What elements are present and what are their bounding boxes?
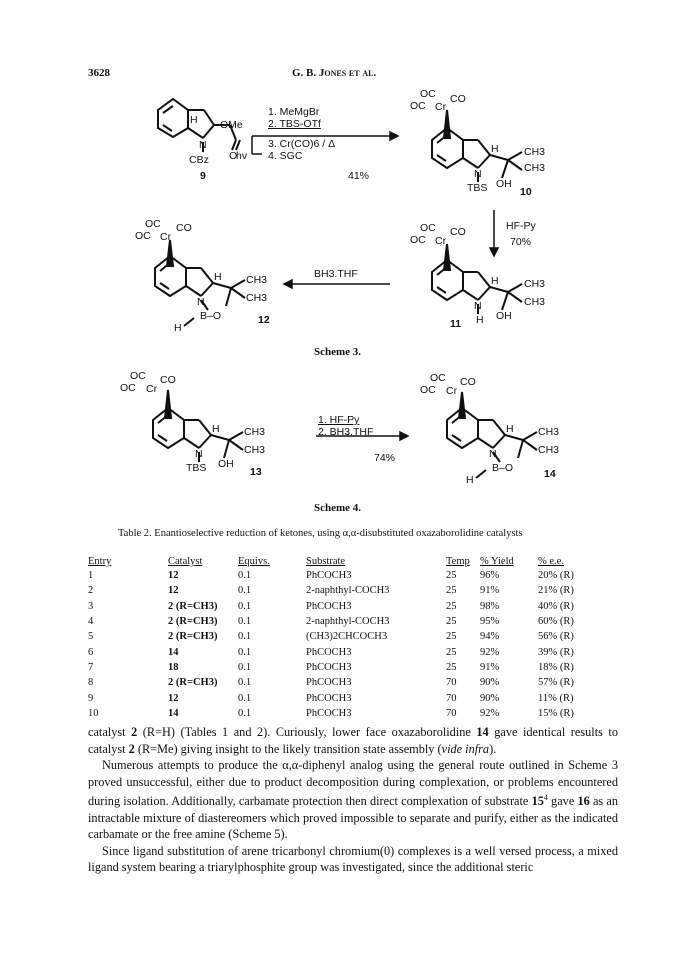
- ch3-label: CH3: [246, 274, 268, 286]
- cell-ee: 20% (R): [538, 570, 574, 582]
- cell-yield: 98%: [480, 600, 500, 612]
- compound-12-number: 12: [258, 314, 270, 326]
- cbz-label: CBz: [189, 154, 209, 166]
- cell-equivs: 0.1: [238, 661, 252, 673]
- b-o-label: B–O: [200, 310, 222, 322]
- ch3-label: CH3: [524, 146, 546, 158]
- italic-text: vide infra: [441, 741, 490, 756]
- table-body: [88, 568, 608, 721]
- cell-temp: 70: [446, 707, 457, 719]
- table-row: [88, 706, 608, 721]
- n-label: N: [474, 168, 482, 180]
- scheme4-step-1: 1. HF-Py: [318, 414, 360, 426]
- cell-entry: 3: [88, 600, 94, 612]
- cell-temp: 25: [446, 585, 457, 597]
- n-label: N: [195, 448, 203, 460]
- paragraph-3: Since ligand substitution of arene tricarbonyl chromium(0) complexes is a well versed process, a mixed ligand system bearing a triarylphosphite group was investigated, since the additional steric: [88, 843, 618, 875]
- table-row: [88, 629, 608, 644]
- compound-ref: 2: [131, 725, 138, 739]
- step-2: 2. TBS-OTf: [268, 118, 321, 130]
- compound-10-number: 10: [520, 186, 532, 198]
- cell-substrate: 2-naphthyl-COCH3: [306, 616, 390, 628]
- cell-substrate: PhCOCH3: [306, 646, 352, 658]
- cell-catalyst: 2 (R=CH3): [168, 616, 218, 628]
- cell-ee: 60% (R): [538, 616, 574, 628]
- cell-catalyst: 2 (R=CH3): [168, 631, 218, 643]
- text-run: (R=H) (Tables 1 and 2). Curiously, lower face oxazaborolidine: [137, 725, 477, 739]
- table-row: [88, 660, 608, 675]
- cell-substrate: PhCOCH3: [306, 677, 352, 689]
- compound-ref: 2: [128, 741, 135, 756]
- cell-ee: 15% (R): [538, 707, 574, 719]
- paragraph-1: [88, 724, 618, 757]
- body-paragraphs: [88, 724, 618, 876]
- ch3-label: CH3: [524, 162, 546, 174]
- cell-entry: 8: [88, 677, 94, 689]
- running-title: G. B. Jones et al.: [292, 67, 377, 79]
- cr-label: Cr: [435, 235, 447, 247]
- table-row: [88, 675, 608, 690]
- step-3: 3. Cr(CO)6 / Δ: [268, 138, 336, 150]
- oc-label: OC: [145, 218, 161, 230]
- cell-substrate: PhCOCH3: [306, 570, 352, 582]
- header-substrate: Substrate: [306, 556, 346, 567]
- header-ee: % e.e.: [538, 556, 564, 567]
- cell-temp: 25: [446, 661, 457, 673]
- cr-label: Cr: [146, 383, 158, 395]
- tbs-label: TBS: [186, 462, 207, 474]
- table-title: Table 2. Enantioselective reduction of ketones, using α,α-disubstituted oxazaborolidine catalysts: [118, 528, 523, 539]
- oh-label: OH: [496, 310, 512, 322]
- compound-ref: 14: [476, 725, 489, 739]
- cr-label: Cr: [160, 231, 172, 243]
- h-label: H: [174, 322, 182, 334]
- scheme-4-caption: Scheme 4.: [314, 502, 362, 514]
- compound-11-number: 11: [450, 318, 462, 330]
- cell-yield: 95%: [480, 616, 500, 628]
- header-yield: % Yield: [480, 556, 514, 567]
- yield-74: 74%: [374, 452, 396, 464]
- table-row: [88, 583, 608, 598]
- scheme4-step-2: 2. BH3.THF: [318, 426, 374, 438]
- page-number: 3628: [88, 67, 110, 79]
- cell-equivs: 0.1: [238, 585, 252, 597]
- yield-70: 70%: [510, 236, 532, 248]
- co-label: CO: [450, 93, 466, 105]
- cell-catalyst: 14: [168, 646, 179, 658]
- h-label: H: [190, 114, 198, 126]
- co-label: CO: [160, 374, 176, 386]
- cell-entry: 7: [88, 661, 94, 673]
- cell-equivs: 0.1: [238, 677, 252, 689]
- cell-yield: 90%: [480, 677, 500, 689]
- cell-equivs: 0.1: [238, 616, 252, 628]
- cell-yield: 90%: [480, 692, 500, 704]
- co-label: CO: [460, 376, 476, 388]
- oh-label: OH: [496, 178, 512, 190]
- n-label: N: [197, 296, 205, 308]
- ome-label: OMe: [220, 119, 243, 131]
- cell-catalyst: 18: [168, 661, 179, 673]
- cell-substrate: PhCOCH3: [306, 661, 352, 673]
- cell-catalyst: 12: [168, 585, 179, 597]
- oc-label: OC: [420, 384, 436, 396]
- cell-equivs: 0.1: [238, 646, 252, 658]
- oc-label: OC: [130, 370, 146, 382]
- oc-label: OC: [420, 222, 436, 234]
- header-catalyst: Catalyst: [168, 556, 203, 567]
- h-label: H: [491, 143, 499, 155]
- carbonyl-o-label: O: [229, 150, 238, 162]
- table-row: [88, 599, 608, 614]
- text-run: (R=Me) giving insight to the likely transition state assembly (: [134, 741, 442, 756]
- oc-label: OC: [120, 382, 136, 394]
- yield-41: 41%: [348, 170, 370, 182]
- cell-catalyst: 2 (R=CH3): [168, 677, 218, 689]
- h-label: H: [506, 423, 514, 435]
- cell-temp: 25: [446, 646, 457, 658]
- ch3-label: CH3: [538, 444, 560, 456]
- results-table: [88, 556, 608, 721]
- text-run: catalyst: [88, 725, 132, 739]
- h-label: H: [476, 314, 484, 326]
- cell-substrate: PhCOCH3: [306, 707, 352, 719]
- co-label: CO: [176, 222, 192, 234]
- cell-catalyst: 2 (R=CH3): [168, 600, 218, 612]
- hv-label: hv: [236, 150, 248, 162]
- header-equivs: Equivs.: [238, 556, 270, 567]
- step-4: 4. SGC: [268, 150, 303, 162]
- cell-temp: 25: [446, 570, 457, 582]
- cell-yield: 91%: [480, 661, 500, 673]
- cell-yield: 91%: [480, 585, 500, 597]
- header-temp: Temp: [446, 556, 470, 567]
- compound-14-number: 14: [544, 468, 556, 480]
- cell-temp: 25: [446, 600, 457, 612]
- cell-entry: 6: [88, 646, 94, 658]
- ch3-label: CH3: [524, 296, 546, 308]
- cell-equivs: 0.1: [238, 631, 252, 643]
- paragraph-2: [88, 757, 618, 843]
- cell-temp: 25: [446, 616, 457, 628]
- n-label: N: [199, 139, 207, 151]
- b-o-label: B–O: [492, 462, 514, 474]
- oc-label: OC: [410, 234, 426, 246]
- text-run: Numerous attempts to produce the α,α-diphenyl analog using the general route outlined in Scheme 3 proved unsuccessful, either due to product decomposition during complexation, or problems encountered during isolation. Additionally, carbamate protection then direct complexation of substrate: [88, 758, 618, 809]
- reference-superscript: 4: [543, 793, 548, 802]
- compound-13-number: 13: [250, 466, 262, 478]
- co-label: CO: [450, 226, 466, 238]
- text-run: ).: [489, 741, 497, 756]
- text-run: gave identical results to catalyst: [88, 725, 618, 756]
- oc-label: OC: [135, 230, 151, 242]
- compound-ref: 15: [531, 794, 544, 809]
- oc-label: OC: [410, 100, 426, 112]
- cell-equivs: 0.1: [238, 600, 252, 612]
- cell-substrate: (CH3)2CHCOCH3: [306, 631, 388, 643]
- text-run: as an intractable mixture of diastereomers which proved impossible to separate and purify, either as the indicated carbamate or the free amine (Scheme 5).: [88, 794, 618, 842]
- text-run: gave: [547, 794, 578, 809]
- cell-yield: 92%: [480, 707, 500, 719]
- cell-temp: 70: [446, 692, 457, 704]
- cell-substrate: PhCOCH3: [306, 692, 352, 704]
- ch3-label: CH3: [538, 426, 560, 438]
- cell-ee: 18% (R): [538, 661, 574, 673]
- cell-temp: 25: [446, 631, 457, 643]
- cell-ee: 40% (R): [538, 600, 574, 612]
- table-row: [88, 644, 608, 659]
- h-label: H: [466, 474, 474, 486]
- cell-catalyst: 12: [168, 692, 179, 704]
- cell-yield: 96%: [480, 570, 500, 582]
- ch3-label: CH3: [244, 426, 266, 438]
- h-label: H: [212, 423, 220, 435]
- cell-entry: 4: [88, 616, 94, 628]
- step-1: 1. MeMgBr: [268, 106, 320, 118]
- ch3-label: CH3: [244, 444, 266, 456]
- h-label: H: [491, 275, 499, 287]
- n-label: N: [489, 448, 497, 460]
- cell-entry: 9: [88, 692, 94, 704]
- cell-yield: 94%: [480, 631, 500, 643]
- header-entry: Entry: [88, 556, 112, 567]
- cell-ee: 11% (R): [538, 692, 574, 704]
- cell-yield: 92%: [480, 646, 500, 658]
- ch3-label: CH3: [524, 278, 546, 290]
- oh-label: OH: [218, 458, 234, 470]
- cell-entry: 1: [88, 570, 94, 582]
- cell-temp: 70: [446, 677, 457, 689]
- cell-catalyst: 12: [168, 570, 179, 582]
- cr-label: Cr: [435, 101, 447, 113]
- cell-entry: 2: [88, 585, 94, 597]
- table-row: [88, 614, 608, 629]
- cell-substrate: 2-naphthyl-COCH3: [306, 585, 390, 597]
- table-row: [88, 690, 608, 705]
- ch3-label: CH3: [246, 292, 268, 304]
- cell-catalyst: 14: [168, 707, 179, 719]
- oc-label: OC: [420, 88, 436, 100]
- hf-py-label: HF-Py: [506, 220, 536, 232]
- oc-label: OC: [430, 372, 446, 384]
- scheme-3-caption: Scheme 3.: [314, 346, 362, 358]
- cell-ee: 21% (R): [538, 585, 574, 597]
- compound-ref: 16: [577, 794, 590, 809]
- cell-equivs: 0.1: [238, 570, 252, 582]
- cell-entry: 5: [88, 631, 94, 643]
- bh3-label: BH3.THF: [314, 268, 358, 280]
- cell-substrate: PhCOCH3: [306, 600, 352, 612]
- cell-ee: 39% (R): [538, 646, 574, 658]
- tbs-label: TBS: [467, 182, 488, 194]
- cr-label: Cr: [446, 385, 458, 397]
- compound-9-number: 9: [200, 170, 206, 182]
- n-label: N: [474, 300, 482, 312]
- cell-equivs: 0.1: [238, 707, 252, 719]
- cell-entry: 10: [88, 707, 99, 719]
- cell-ee: 57% (R): [538, 677, 574, 689]
- cell-equivs: 0.1: [238, 692, 252, 704]
- h-label: H: [214, 271, 222, 283]
- table-header-row: [88, 556, 608, 568]
- table-row: [88, 568, 608, 583]
- cell-ee: 56% (R): [538, 631, 574, 643]
